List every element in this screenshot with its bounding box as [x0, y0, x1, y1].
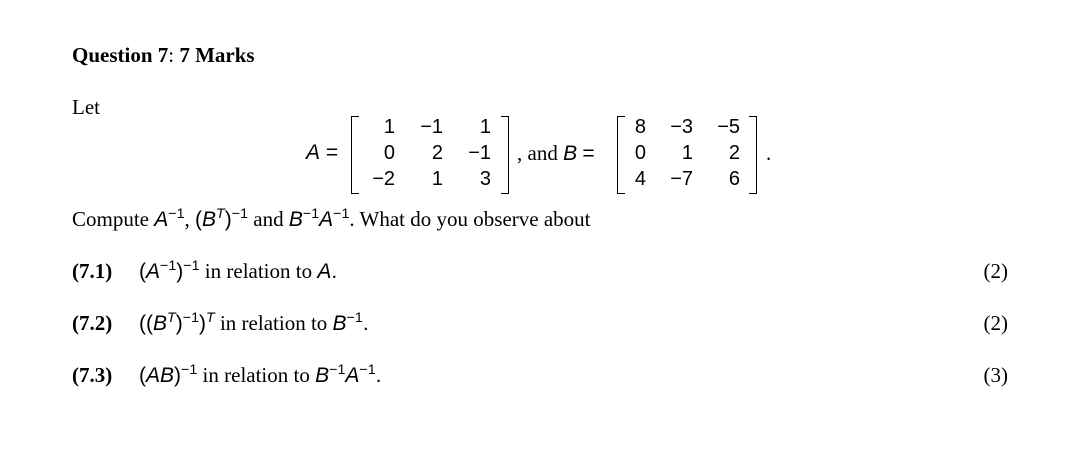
item-number: (7.2) [72, 311, 113, 335]
item-marks: (3) [983, 363, 1008, 387]
item-number: (7.1) [72, 259, 113, 283]
matrix-b-cell: −5 [717, 116, 740, 138]
matrix-b [617, 116, 757, 194]
matrix-a-cell: 2 [431, 142, 443, 164]
matrix-a [351, 116, 509, 194]
compute-instruction: Compute $A^{-1}$, $(B^T)^{-1}$ and $B^{-1}A^{-1}$. What do you observe about [72, 206, 591, 231]
matrix-b-cell: 0 [634, 142, 646, 164]
matrix-a-cell: −1 [420, 116, 443, 138]
matrix-a-cell: 1 [431, 168, 443, 190]
matrix-b-cell: 4 [634, 168, 646, 190]
question-label: Question 7 [72, 43, 169, 67]
matrix-a-right-bracket [501, 116, 509, 194]
intro-text: Let [72, 95, 100, 119]
matrix-a-cell: −1 [468, 142, 491, 164]
matrix-a-cell: −2 [372, 168, 395, 190]
matrix-a-cell: 1 [383, 116, 395, 138]
item-marks: (2) [983, 259, 1008, 283]
question-separator: : [168, 43, 175, 67]
matrix-b-cell: 2 [728, 142, 740, 164]
item-marks: (2) [983, 311, 1008, 335]
matrix-b-cell: −3 [670, 116, 693, 138]
item-text: (AB)$^{-1}$ in relation to $B^{-1}A^{-1}$. [139, 362, 382, 387]
item-text: $(A^{-1})^{-1}$ in relation to A. [139, 258, 338, 283]
matrix-b-cell: −7 [670, 168, 693, 190]
matrix-b-right-bracket [749, 116, 757, 194]
matrix-joiner: , and B = [517, 141, 595, 165]
matrix-b-cell: 6 [728, 168, 740, 190]
question-marks: 7 Marks [179, 43, 255, 67]
matrix-end-period: . [766, 141, 772, 165]
item-number: (7.3) [72, 363, 113, 387]
matrix-a-cell: 1 [479, 116, 491, 138]
question-title [72, 43, 255, 68]
matrix-a-cell: 0 [383, 142, 395, 164]
matrix-a-cell: 3 [479, 168, 491, 190]
matrix-b-cell: 8 [634, 116, 646, 138]
matrix-b-cell: 1 [681, 142, 693, 164]
matrix-a-label: A = [306, 141, 339, 164]
item-text: $((B^T)^{-1})^T$ in relation to $B^{-1}$. [139, 310, 369, 335]
